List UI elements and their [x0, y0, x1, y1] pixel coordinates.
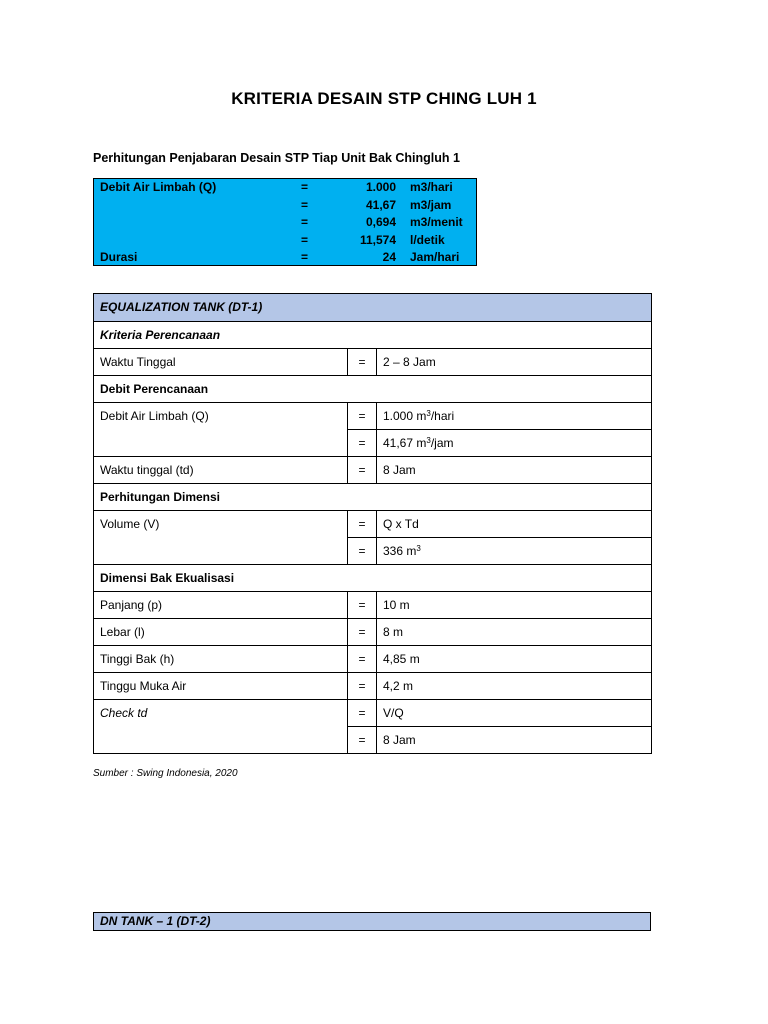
- value-unit: /hari: [430, 409, 455, 423]
- table-row: [94, 457, 652, 484]
- row-equals: =: [348, 592, 377, 619]
- row-equals: =: [348, 673, 377, 700]
- row-label: Waktu tinggal (td): [94, 457, 348, 484]
- section-bak: Dimensi Bak Ekualisasi: [94, 565, 652, 592]
- row-label: Check td: [94, 700, 348, 754]
- value-superscript: 3: [426, 436, 431, 445]
- row-equals: =: [348, 619, 377, 646]
- table-row: [94, 403, 652, 430]
- summary-row: [94, 214, 476, 232]
- summary-row: [94, 249, 476, 267]
- row-equals: =: [348, 511, 377, 538]
- table-header-row: [94, 294, 652, 322]
- row-equals: =: [348, 700, 377, 727]
- summary-unit: m3/jam: [410, 197, 452, 212]
- value-superscript: 3: [416, 544, 421, 553]
- row-label: Debit Air Limbah (Q): [94, 403, 348, 457]
- summary-equals: =: [301, 250, 309, 264]
- value-text: 41,67 m: [383, 436, 427, 450]
- table-row: [94, 700, 652, 727]
- dn-tank-header: DN TANK – 1 (DT-2): [93, 912, 651, 931]
- row-equals: =: [348, 457, 377, 484]
- summary-row: [94, 179, 476, 197]
- row-label: Panjang (p): [94, 592, 348, 619]
- table-row: [94, 511, 652, 538]
- row-value: 8 Jam: [377, 727, 652, 754]
- section-debit: Debit Perencanaan: [94, 376, 652, 403]
- summary-value: 41,67: [365, 197, 396, 212]
- row-value: 10 m: [377, 592, 652, 619]
- row-value: [377, 430, 652, 457]
- row-equals: =: [348, 430, 377, 457]
- value-unit: /jam: [430, 436, 454, 450]
- summary-equals: =: [301, 215, 309, 229]
- section-kriteria: Kriteria Perencanaan: [94, 322, 652, 349]
- summary-row: [94, 232, 476, 250]
- summary-value: 11,574: [359, 232, 396, 247]
- row-value: 4,85 m: [377, 646, 652, 673]
- row-value: Q x Td: [377, 511, 652, 538]
- section-row: [94, 376, 652, 403]
- row-equals: =: [348, 403, 377, 430]
- table-row: [94, 673, 652, 700]
- row-equals: =: [348, 727, 377, 754]
- row-label: Volume (V): [94, 511, 348, 565]
- subtitle: Perhitungan Penjabaran Desain STP Tiap Unit Bak Chingluh 1: [93, 151, 460, 165]
- row-label: Tinggi Bak (h): [94, 646, 348, 673]
- summary-unit: m3/hari: [410, 180, 453, 194]
- row-label: Tinggu Muka Air: [94, 673, 348, 700]
- summary-equals: =: [301, 180, 309, 194]
- summary-unit: Jam/hari: [410, 250, 460, 264]
- row-value: [377, 538, 652, 565]
- value-superscript: 3: [426, 409, 431, 418]
- section-row: [94, 565, 652, 592]
- summary-unit: l/detik: [410, 232, 445, 247]
- summary-row: [94, 197, 476, 215]
- summary-label: Durasi: [100, 250, 138, 264]
- summary-label: Debit Air Limbah (Q): [100, 180, 217, 194]
- source-note: Sumber : Swing Indonesia, 2020: [93, 768, 238, 779]
- summary-value: 0,694: [365, 215, 396, 229]
- summary-value: 24: [382, 250, 396, 264]
- row-value: 8 Jam: [377, 457, 652, 484]
- row-equals: =: [348, 349, 377, 376]
- row-value: 4,2 m: [377, 673, 652, 700]
- table-header: EQUALIZATION TANK (DT-1): [94, 294, 652, 322]
- section-dimensi: Perhitungan Dimensi: [94, 484, 652, 511]
- table-row: [94, 646, 652, 673]
- equalization-tank-table: [93, 293, 652, 754]
- row-label: Lebar (l): [94, 619, 348, 646]
- summary-equals: =: [301, 197, 309, 212]
- summary-box: [93, 178, 477, 266]
- value-text: 1.000 m: [383, 409, 427, 423]
- value-text: 336 m: [383, 544, 417, 558]
- row-value: V/Q: [377, 700, 652, 727]
- section-row: [94, 484, 652, 511]
- row-value: [377, 403, 652, 430]
- row-equals: =: [348, 538, 377, 565]
- summary-value: 1.000: [365, 180, 396, 194]
- table-row: [94, 592, 652, 619]
- table-row: [94, 619, 652, 646]
- summary-equals: =: [301, 232, 309, 247]
- row-value: 2 – 8 Jam: [377, 349, 652, 376]
- row-equals: =: [348, 646, 377, 673]
- summary-unit: m3/menit: [410, 215, 463, 229]
- row-label: Waktu Tinggal: [94, 349, 348, 376]
- row-value: 8 m: [377, 619, 652, 646]
- section-row: [94, 322, 652, 349]
- table-row: [94, 349, 652, 376]
- page-title: KRITERIA DESAIN STP CHING LUH 1: [231, 89, 537, 108]
